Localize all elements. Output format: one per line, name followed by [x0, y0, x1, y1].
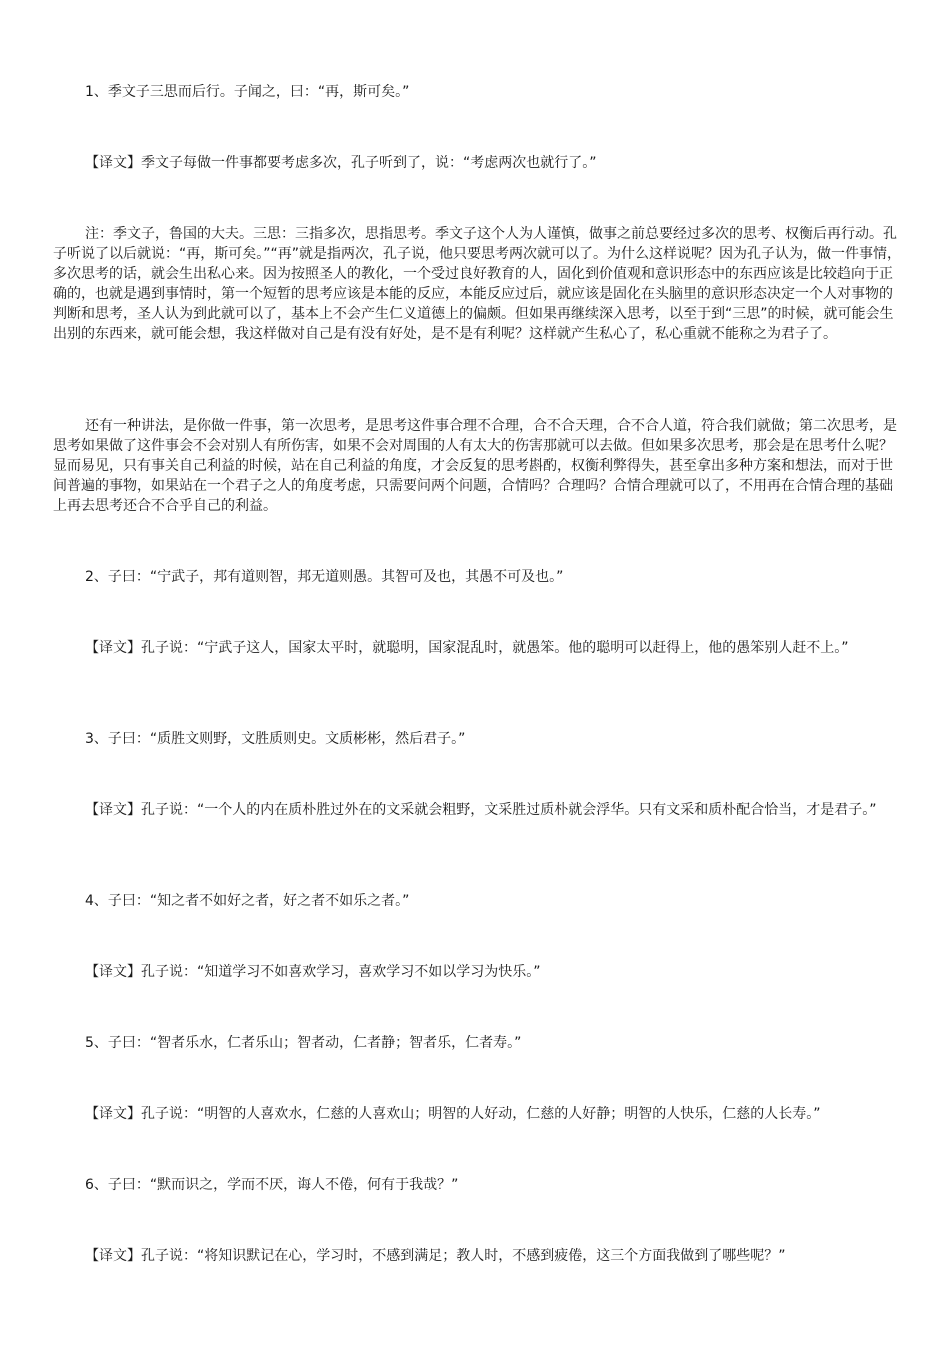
paragraph-1-note: 注：季文子，鲁国的大夫。三思：三指多次，思指思考。季文子这个人为人谨慎，做事之前总要经过多次的思考、权衡后再行动。孔子听说了以后就说：“再，斯可矣。”“再”就是指两次，孔子说，他只要思考两次就可以了。为什么这样说呢？因为孔子认为，做一件事情，多次思考的话，就会生出私心来。因为按照圣人的教化，一个受过良好教育的人，固化到价值观和意识形态中的东西应该是比较趋向于正确的，也就是遇到事情时，第一个短暂的思考应该是本能的反应，本能反应过后，就应该是固化在头脑里的意识形态决定一个人对事物的判断和思考，圣人认为到此就可以了，基本上不会产生仁义道德上的偏颇。但如果再继续深入思考，以至于到“三思”的时候，就可能会生出别的东西来，就可能会想，我这样做对自己是有没有好处，是不是有利呢？这样就产生私心了，私心重就不能称之为君子了。 [53, 226, 902, 342]
paragraph-3-translation: 【译文】孔子说：“一个人的内在质朴胜过外在的文采就会粗野，文采胜过质朴就会浮华。只有文采和质朴配合恰当，才是君子。” [85, 802, 877, 818]
paragraph-5-original: 5、子曰：“智者乐水，仁者乐山；智者动，仁者静；智者乐，仁者寿。” [85, 1035, 522, 1051]
paragraph-6-original: 6、子曰：“默而识之，学而不厌，诲人不倦，何有于我哉？” [85, 1177, 459, 1193]
paragraph-1-original: 1、季文子三思而后行。子闻之，曰：“再，斯可矣。” [85, 84, 410, 100]
paragraph-4-translation: 【译文】孔子说：“知道学习不如喜欢学习，喜欢学习不如以学习为快乐。” [85, 964, 541, 980]
paragraph-1-translation: 【译文】季文子每做一件事都要考虑多次，孔子听到了，说：“考虑两次也就行了。” [85, 155, 597, 171]
paragraph-3-original: 3、子曰：“质胜文则野，文胜质则史。文质彬彬，然后君子。” [85, 731, 466, 747]
paragraph-6-translation: 【译文】孔子说：“将知识默记在心，学习时，不感到满足；教人时，不感到疲倦，这三个方面我做到了哪些呢？” [85, 1248, 786, 1264]
paragraph-1-alternate-note: 还有一种讲法，是你做一件事，第一次思考，是思考这件事合理不合理，合不合天理，合不合人道，符合我们就做；第二次思考，是思考如果做了这件事会不会对别人有所伤害，如果不会对周围的人有太大的伤害那就可以去做。但如果多次思考，那会是在思考什么呢？显而易见，只有事关自己利益的时候，站在自己利益的角度，才会反复的思考斟酌，权衡利弊得失，甚至拿出多种方案和想法，而对于世间普遍的事物，如果站在一个君子之人的角度考虑，只需要问两个问题，合情吗？合理吗？合情合理就可以了，不用再在合情合理的基础上再去思考还合不合乎自己的利益。 [53, 418, 897, 514]
paragraph-4-original: 4、子曰：“知之者不如好之者，好之者不如乐之者。” [85, 893, 410, 909]
paragraph-2-original: 2、子曰：“宁武子，邦有道则智，邦无道则愚。其智可及也，其愚不可及也。” [85, 569, 564, 585]
paragraph-2-translation: 【译文】孔子说：“宁武子这人，国家太平时，就聪明，国家混乱时，就愚笨。他的聪明可以赶得上，他的愚笨别人赶不上。” [85, 640, 849, 656]
paragraph-5-translation: 【译文】孔子说：“明智的人喜欢水，仁慈的人喜欢山；明智的人好动，仁慈的人好静；明智的人快乐，仁慈的人长寿。” [85, 1106, 821, 1122]
